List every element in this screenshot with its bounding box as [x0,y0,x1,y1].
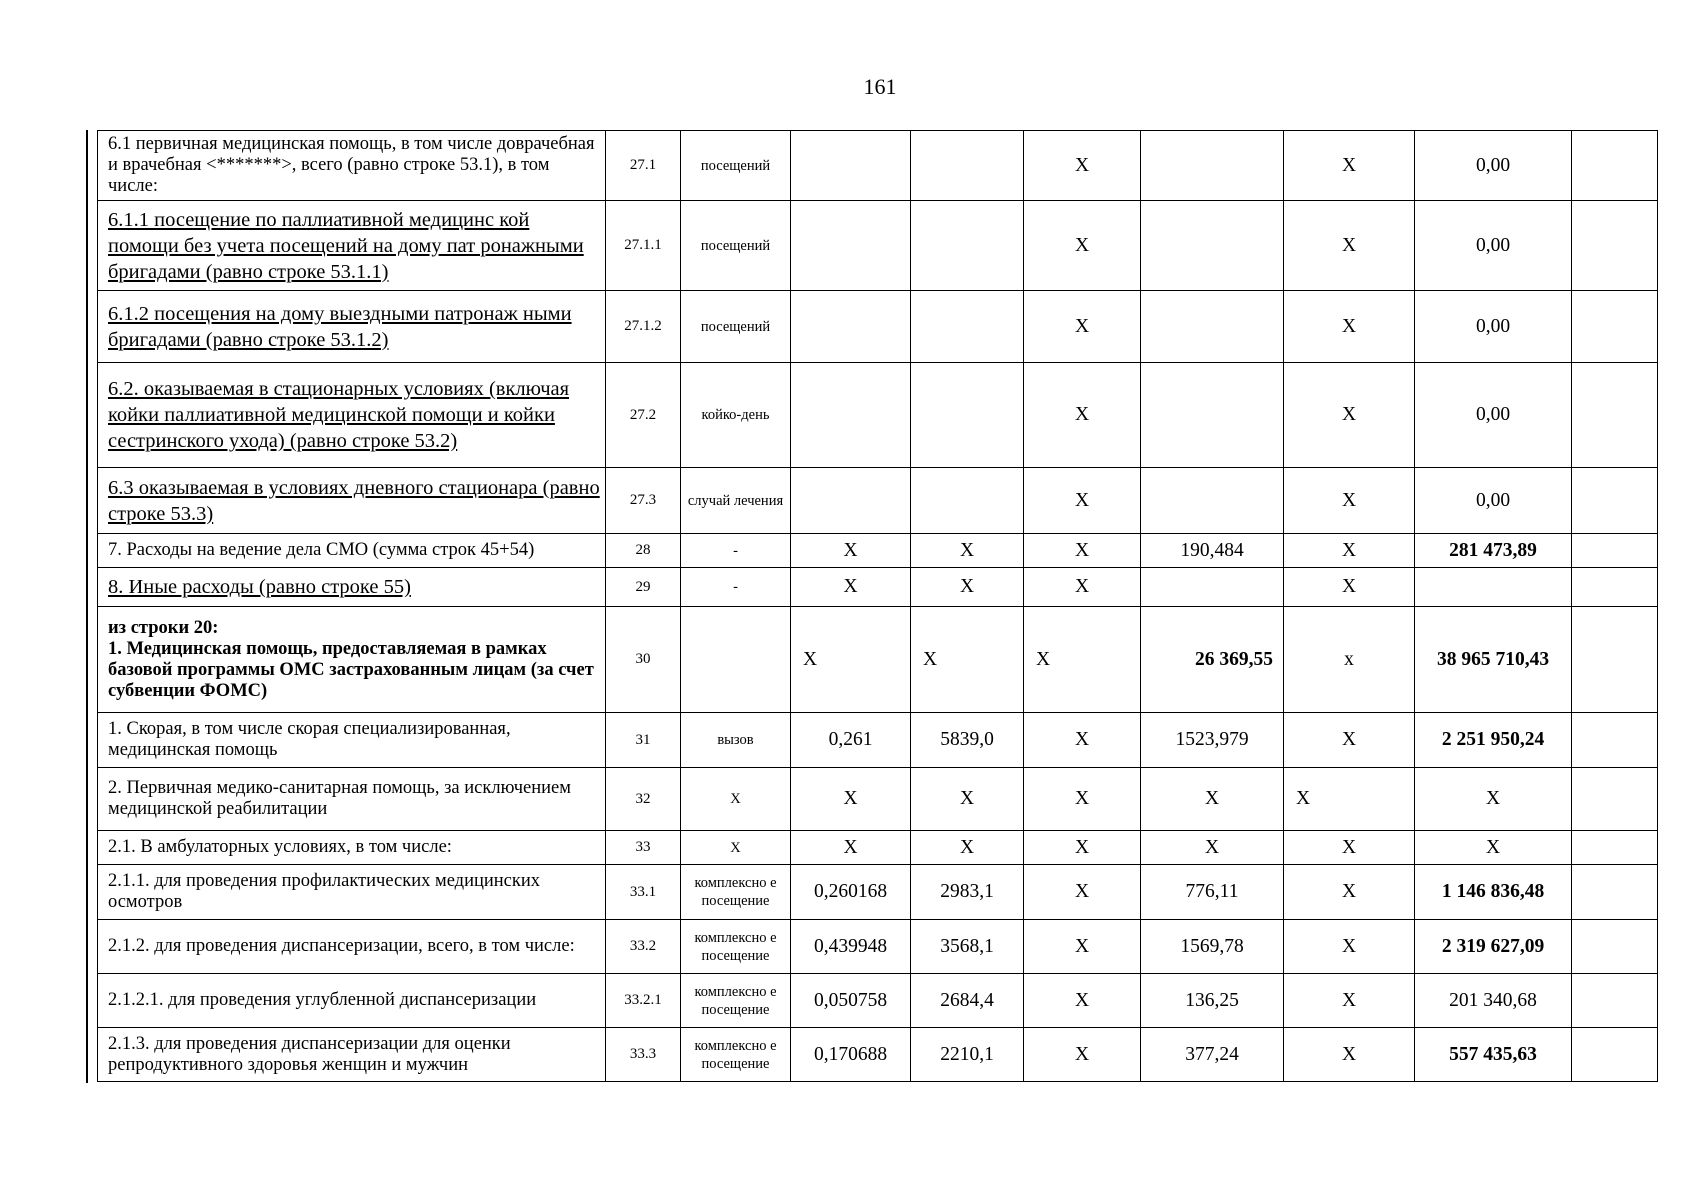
cell-c9: 38 965 710,43 [1415,607,1572,713]
cell-c8: X [1284,131,1415,201]
row-label-text: 6.3 оказываемая в условиях дневного стационара (равно строке 53.3) [108,476,600,525]
cell-c10 [1572,974,1658,1028]
cell-c9: 2 251 950,24 [1415,713,1572,768]
cell-c5: X [911,768,1024,831]
cell-c4 [791,201,911,291]
cell-c8: x [1284,607,1415,713]
cell-c7: X [1141,831,1284,865]
cell-c10 [1572,713,1658,768]
cell-c9 [1415,568,1572,607]
cell-c8: X [1284,1028,1415,1082]
row-unit: койко-день [681,363,791,468]
row-label: 6.1 первичная медицинская помощь, в том числе доврачебная и врачебная <*******>, всего (равно строке 53.1), в том числе: [98,131,606,201]
cell-c8: X [1284,201,1415,291]
cell-c9: 281 473,89 [1415,534,1572,568]
row-code: 33.3 [606,1028,681,1082]
cell-c6: X [1024,607,1141,713]
cell-c10 [1572,468,1658,534]
row-unit: X [681,768,791,831]
cell-c6: X [1024,363,1141,468]
cell-c7 [1141,568,1284,607]
cell-c9: 201 340,68 [1415,974,1572,1028]
row-unit: комплексно е посещение [681,865,791,920]
table-row [98,568,1658,607]
row-code: 27.1.1 [606,201,681,291]
row-label [98,568,606,607]
table-row [98,768,1658,831]
row-label: 2.1.2.1. для проведения углубленной диспансеризации [98,974,606,1028]
cell-c4 [791,131,911,201]
cell-c5: 2210,1 [911,1028,1024,1082]
cell-c8: X [1284,713,1415,768]
cell-c4: X [791,831,911,865]
row-label: 2.1. В амбулаторных условиях, в том числе: [98,831,606,865]
cell-c6: X [1024,131,1141,201]
cell-c4: X [791,768,911,831]
cell-c4: 0,170688 [791,1028,911,1082]
cell-c5 [911,131,1024,201]
cell-c5: X [911,831,1024,865]
row-label [98,291,606,363]
row-label: 2.1.1. для проведения профилактических медицинских осмотров [98,865,606,920]
cell-c9: X [1415,831,1572,865]
row-label-text: 1. Медицинская помощь, предоставляемая в рамках базовой программы ОМС застрахованным лицам (за счет субвенции ФОМС) [108,638,594,701]
cell-c4 [791,291,911,363]
table-row [98,920,1658,974]
table-row [98,607,1658,713]
row-label [98,363,606,468]
row-code: 33 [606,831,681,865]
cell-c9: 0,00 [1415,363,1572,468]
cell-c8: X [1284,865,1415,920]
cell-c10 [1572,831,1658,865]
cell-c9: 0,00 [1415,291,1572,363]
cell-c6: X [1024,291,1141,363]
row-label: 2. Первичная медико-санитарная помощь, за исключением медицинской реабилитации [98,768,606,831]
cell-c4 [791,363,911,468]
cell-c10 [1572,865,1658,920]
cell-c9: 0,00 [1415,201,1572,291]
cell-c6: X [1024,865,1141,920]
row-code: 27.1 [606,131,681,201]
cell-c6: X [1024,768,1141,831]
cell-c6: X [1024,920,1141,974]
cell-c9: 0,00 [1415,468,1572,534]
cell-c7: 377,24 [1141,1028,1284,1082]
cell-c6: X [1024,534,1141,568]
cell-c9: 1 146 836,48 [1415,865,1572,920]
cell-c10 [1572,768,1658,831]
cell-c10 [1572,201,1658,291]
cell-c9: 0,00 [1415,131,1572,201]
cell-c9: X [1415,768,1572,831]
cell-c4: 0,439948 [791,920,911,974]
row-unit: посещений [681,201,791,291]
cell-c7 [1141,363,1284,468]
cell-c8: X [1284,568,1415,607]
cell-c8: X [1284,831,1415,865]
cell-c5: 3568,1 [911,920,1024,974]
row-unit: посещений [681,131,791,201]
table-row [98,974,1658,1028]
cell-c8: X [1284,974,1415,1028]
row-unit: - [681,534,791,568]
row-label [98,201,606,291]
cell-c6: X [1024,831,1141,865]
row-code: 30 [606,607,681,713]
cell-c10 [1572,363,1658,468]
cell-c7 [1141,131,1284,201]
cell-c5 [911,363,1024,468]
cell-c7: 136,25 [1141,974,1284,1028]
cell-c4: X [791,568,911,607]
cell-c8: X [1284,920,1415,974]
cell-c4: 0,260168 [791,865,911,920]
table-row [98,201,1658,291]
row-label: 2.1.3. для проведения диспансеризации для оценки репродуктивного здоровья женщин и мужчин [98,1028,606,1082]
row-label-prefix: из строки 20: [108,617,219,638]
row-code: 33.1 [606,865,681,920]
cell-c5 [911,468,1024,534]
cell-c4: 0,261 [791,713,911,768]
cell-c7: 190,484 [1141,534,1284,568]
table-container [86,130,1658,1082]
cell-c7 [1141,291,1284,363]
cell-c4: X [791,607,911,713]
row-unit: вызов [681,713,791,768]
row-unit: - [681,568,791,607]
cell-c4: X [791,534,911,568]
row-label-text: 6.1.1 посещение по паллиативной медицинс кой помощи без учета посещений на дому пат ронажными бригадами (равно строке 53.1.1) [108,208,584,283]
table-row [98,131,1658,201]
page-number: 161 [863,74,897,99]
cell-c4: 0,050758 [791,974,911,1028]
cell-c5: 2983,1 [911,865,1024,920]
cell-c5 [911,291,1024,363]
cell-c10 [1572,1028,1658,1082]
cell-c10 [1572,607,1658,713]
cell-c6: X [1024,568,1141,607]
row-unit [681,607,791,713]
cell-c8: X [1284,468,1415,534]
row-unit: случай лечения [681,468,791,534]
cell-c10 [1572,534,1658,568]
cell-c8: X [1284,534,1415,568]
cell-c7: 26 369,55 [1141,607,1284,713]
row-label: 7. Расходы на ведение дела СМО (сумма строк 45+54) [98,534,606,568]
row-unit: посещений [681,291,791,363]
cell-c5 [911,201,1024,291]
row-code: 27.2 [606,363,681,468]
cell-c7: 776,11 [1141,865,1284,920]
table-row [98,713,1658,768]
cell-c4 [791,468,911,534]
row-code: 33.2.1 [606,974,681,1028]
cell-c9: 2 319 627,09 [1415,920,1572,974]
cell-c5: 5839,0 [911,713,1024,768]
row-label [98,607,606,713]
row-code: 33.2 [606,920,681,974]
cell-c7: X [1141,768,1284,831]
cell-c9: 557 435,63 [1415,1028,1572,1082]
cell-c7 [1141,201,1284,291]
row-unit: X [681,831,791,865]
cell-c6: X [1024,713,1141,768]
cell-c8: X [1284,768,1415,831]
row-unit: комплексно е посещение [681,974,791,1028]
row-code: 32 [606,768,681,831]
row-label-text: 6.1.2 посещения на дому выездными патронаж ными бригадами (равно строке 53.1.2) [108,302,572,351]
cell-c5: 2684,4 [911,974,1024,1028]
row-code: 29 [606,568,681,607]
cell-c5: X [911,607,1024,713]
row-unit: комплексно е посещение [681,1028,791,1082]
table-row [98,831,1658,865]
cell-c10 [1572,131,1658,201]
cell-c7: 1569,78 [1141,920,1284,974]
row-label-text: 8. Иные расходы (равно строке 55) [108,576,411,598]
row-code: 31 [606,713,681,768]
row-label: 2.1.2. для проведения диспансеризации, всего, в том числе: [98,920,606,974]
cell-c10 [1572,920,1658,974]
financial-table [97,130,1658,1082]
row-label: 1. Скорая, в том числе скорая специализированная, медицинская помощь [98,713,606,768]
cell-c10 [1572,291,1658,363]
cell-c8: X [1284,291,1415,363]
cell-c5: X [911,534,1024,568]
row-unit: комплексно е посещение [681,920,791,974]
cell-c8: X [1284,363,1415,468]
table-row [98,468,1658,534]
row-code: 28 [606,534,681,568]
table-row [98,291,1658,363]
table-row [98,363,1658,468]
row-code: 27.3 [606,468,681,534]
cell-c5: X [911,568,1024,607]
cell-c6: X [1024,974,1141,1028]
cell-c7 [1141,468,1284,534]
cell-c6: X [1024,1028,1141,1082]
table-row [98,865,1658,920]
row-code: 27.1.2 [606,291,681,363]
table-row [98,1028,1658,1082]
row-label-text: 6.2. оказываемая в стационарных условиях (включая койки паллиативной медицинской помощи и койки сестринского ухода) (равно строке 53.2) [108,378,570,452]
cell-c10 [1572,568,1658,607]
table-row [98,534,1658,568]
cell-c6: X [1024,468,1141,534]
cell-c6: X [1024,201,1141,291]
cell-c7: 1523,979 [1141,713,1284,768]
row-label [98,468,606,534]
